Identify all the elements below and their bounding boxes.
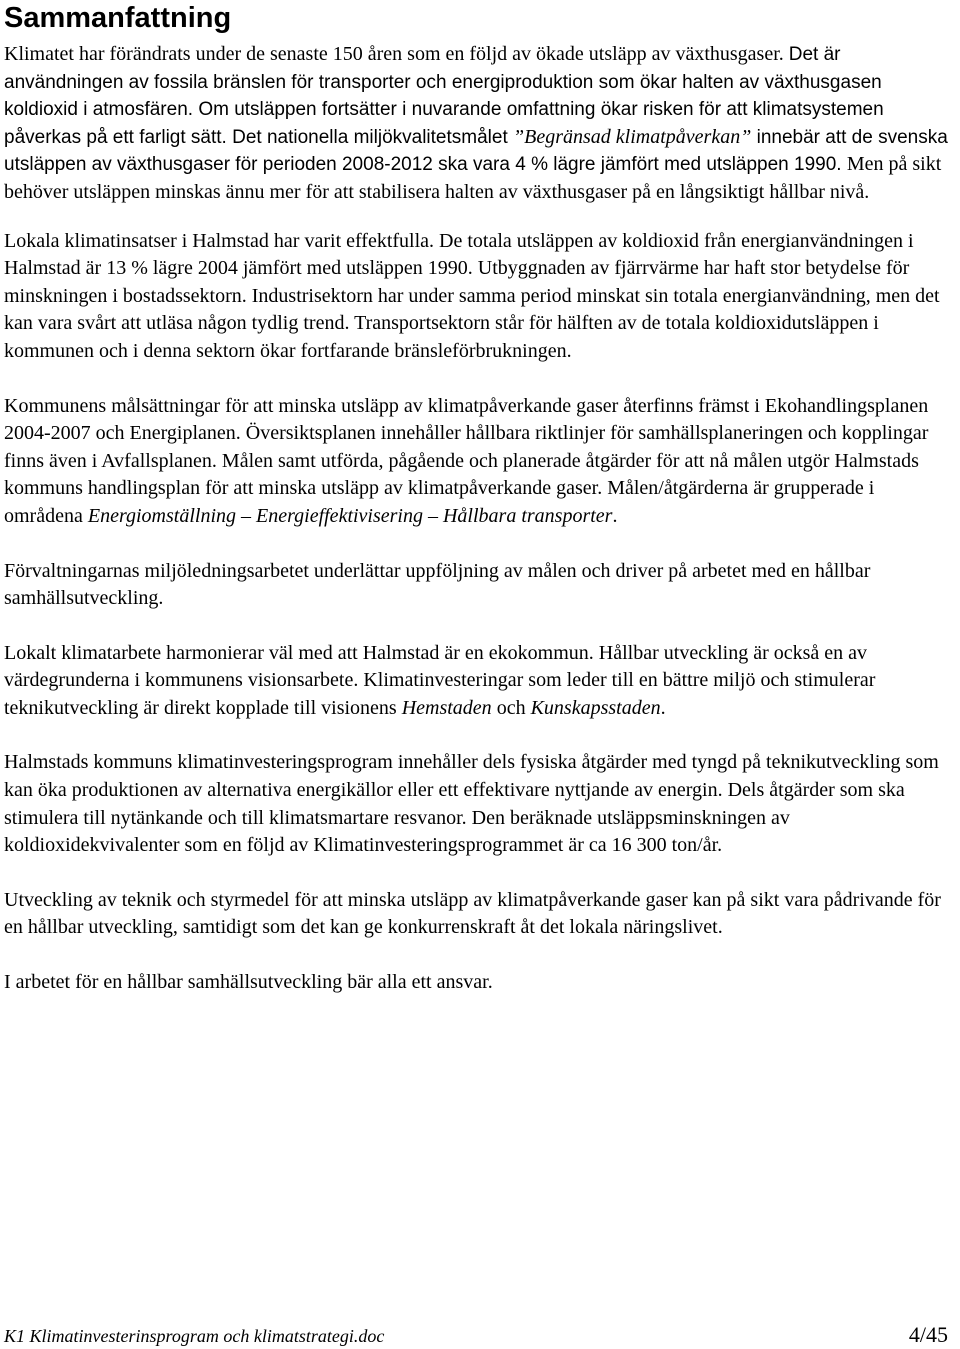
intro-goal-name: ”Begränsad klimatpåverkan” [513, 125, 752, 148]
paragraph-technology: Utveckling av teknik och styrmedel för att minska utsläpp av klimatpåverkande gaser kan på sikt vara pådrivande för en hållbar utveckling, samtidigt som det kan ge konkurrenskraft åt det lokala näringslivet. [4, 888, 941, 939]
eco-text: Lokalt klimatarbete harmonierar väl med att Halmstad är en ekokommun. Hållbar utveckling är också en av värdegrunderna i kommunens visionsarbete. Klimatinvesteringar som leder till en bättre miljö och stimulerar teknikutveckling är direkt kopplade till visionens [4, 641, 876, 719]
intro-sentence-2: Det är användningen av fossila bränslen för transporter och energiproduktion som ökar halten av växthusgasen koldioxid i atmosfären. Om utsläppen fortsätter i nuvarande omfattning ökar risken för att klimatsystemen påverkas på ett farligt sätt. Det nationella miljökvalitetsmålet [4, 44, 884, 148]
intro-sentence-3: innebär att de svenska utsläppen av växthusgaser för perioden 2008-2012 ska vara 4 % lägre jämfört med utsläppen 1990. [4, 126, 948, 176]
paragraph-closing: I arbetet för en hållbar samhällsutveckling bär alla ett ansvar. [4, 971, 493, 994]
paragraph-investment-program: Halmstads kommuns klimatinvesteringsprogram innehåller dels fysiska åtgärder med tyngd på teknikutveckling som kan öka produktionen av alternativa energikällor eller ett effektivare nyttjande av energin. Dels åtgärder som ska stimulera till nytänkande och till klimatsmartare resvanor. Den beräknade utsläppsminskningen av koldioxidekvivalenter som en följd av Klimatinvesteringsprogrammet är ca 16 300 ton/år. [4, 751, 939, 857]
vision-hemstaden: Hemstaden [401, 696, 492, 719]
paragraph-goals [4, 393, 948, 531]
paragraph-local-efforts: Lokala klimatinsatser i Halmstad har varit effektfulla. De totala utsläppen av koldioxid från energianvändningen i Halmstad är 13 % lägre 2004 jämfört med utsläppen 1990. Utbyggnaden av fjärrvärme har haft stor betydelse för minskningen i bostadssektorn. Industrisektorn har under samma period minskat sin totala energianvändning, men det kan vara svårt att utläsa någon tydlig trend. Transportsektorn står för hälften av de totala koldioxidutsläppen i kommunen och i denna sektorn ökar fortfarande bränsleförbrukningen. [4, 229, 940, 362]
intro-sentence-4: Men på sikt behöver utsläppen minskas ännu mer för att stabilisera halten av växthusgaser på en långsiktigt hållbar nivå. [4, 153, 942, 203]
eco-end: . [660, 696, 666, 719]
intro-sentence-1: Klimatet har förändrats under de senaste 150 åren som en följd av ökade utsläpp av växthusgaser. [4, 43, 789, 65]
goals-text: Kommunens målsättningar för att minska utsläpp av klimatpåverkande gaser återfinns främst i Ekohandlingsplanen 2004-2007 och Energiplanen. Översiktsplanen innehåller hållbara riktlinjer för samhällsplaneringen och kopplingar finns även i Avfallsplanen. Målen samt utförda, pågående och planerade åtgärder för att nå målen utgör Halmstads kommuns handlingsplan för att minska utsläpp av klimatpåverkande gaser. Målen/åtgärderna är grupperade i områdena [4, 394, 929, 527]
page-title: Sammanfattning [4, 2, 232, 34]
eco-mid: och [491, 696, 531, 719]
page-number: 4/45 [908, 1322, 948, 1347]
goals-end: . [612, 504, 618, 527]
paragraph-intro [4, 41, 948, 207]
document-page [4, 0, 948, 997]
paragraph-eco-municipality [4, 640, 948, 723]
page-footer [4, 1322, 948, 1348]
footer-filename: K1 Klimatinvesterinsprogram och klimatstrategi.doc [4, 1326, 385, 1346]
vision-kunskapsstaden: Kunskapsstaden [530, 696, 661, 719]
paragraph-environmental-management: Förvaltningarnas miljöledningsarbetet underlättar uppföljning av målen och driver på arbetet med en hållbar samhällsutveckling. [4, 559, 871, 610]
goals-areas: Energiomställning – Energieffektivisering – Hållbara transporter [87, 504, 613, 527]
